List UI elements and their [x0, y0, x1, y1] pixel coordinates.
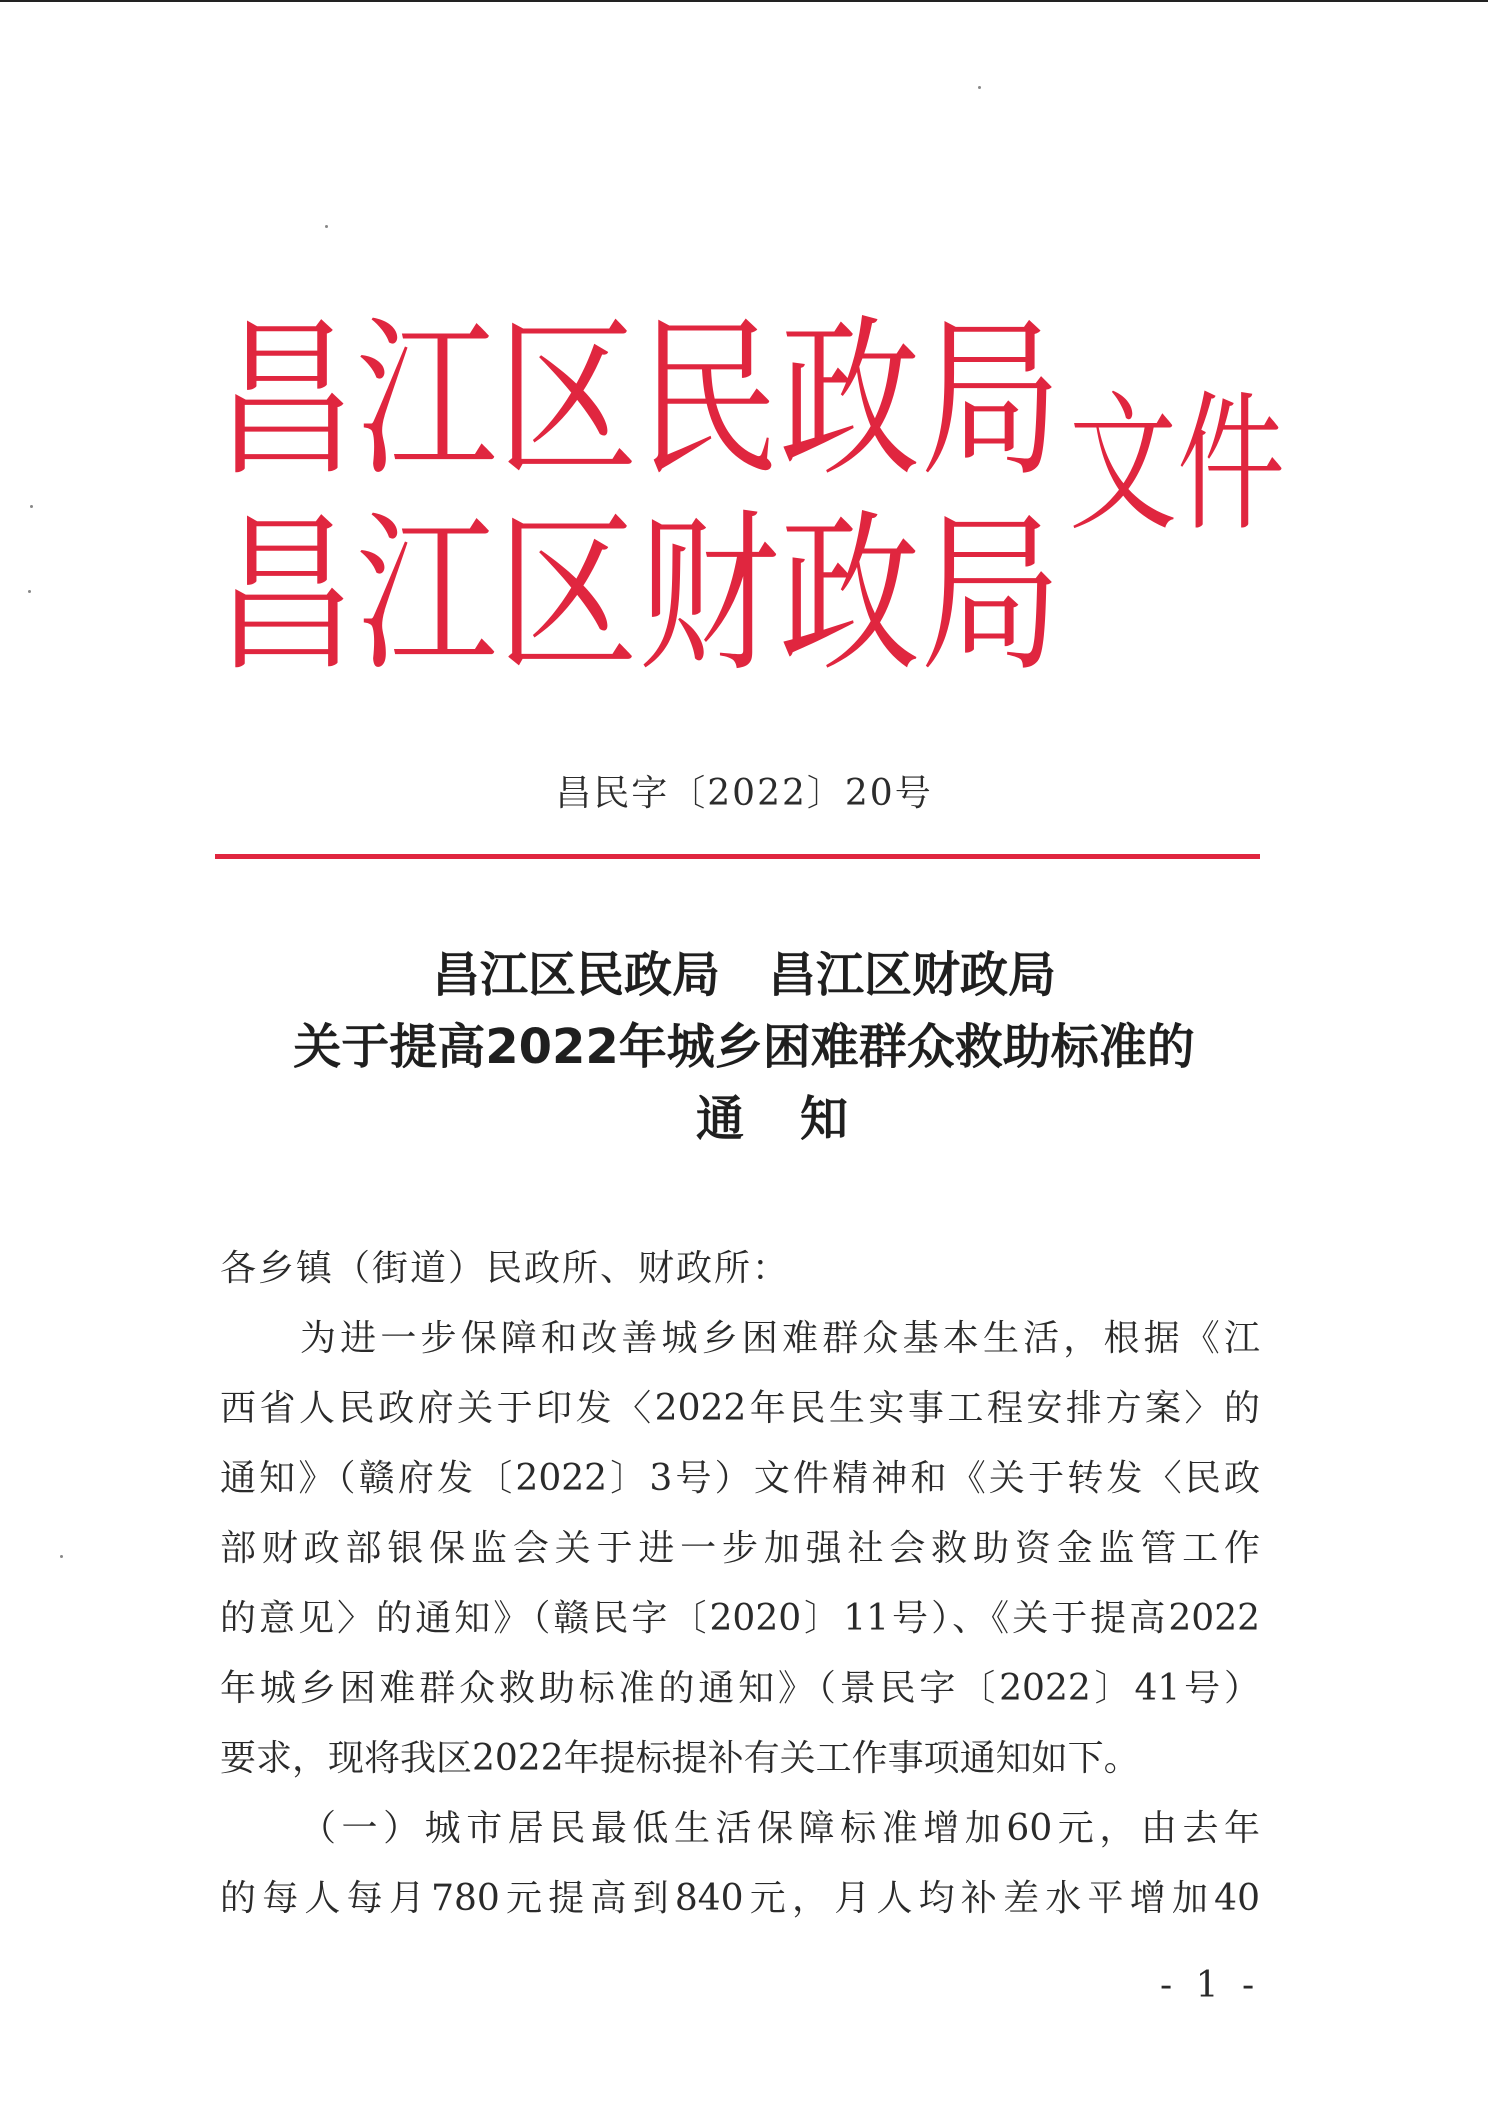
scan-speck: [60, 1555, 63, 1558]
page-number: - 1 -: [1160, 1965, 1261, 2006]
body-text-line: 为进一步保障和改善城乡困难群众基本生活，根据《江: [300, 1318, 1260, 1359]
body-text-line: 要求，现将我区2022年提标提补有关工作事项通知如下。: [220, 1738, 1140, 1779]
body-text-line: 的意见〉的通知》（赣民字〔2020〕11号）、《关于提高2022: [220, 1598, 1260, 1639]
document-number: 昌民字〔2022〕20号: [555, 773, 933, 814]
header-char: 昌: [215, 494, 357, 695]
header-char: 江: [356, 494, 498, 695]
header-suffix-document: 文件: [1068, 378, 1285, 552]
header-line-finance: [215, 494, 1062, 695]
header-char: 局: [920, 299, 1062, 500]
header-char: 政: [779, 494, 921, 695]
scan-speck: [978, 86, 981, 89]
body-text-line: 部财政部银保监会关于进一步加强社会救助资金监管工作: [220, 1528, 1260, 1569]
scan-top-edge: [0, 0, 1488, 2]
red-divider-rule: [215, 854, 1260, 859]
document-title-line-1: 昌江区民政局 昌江区财政局: [431, 947, 1056, 1003]
body-text-line: 通知》（赣府发〔2022〕3号）文件精神和《关于转发〈民政: [220, 1458, 1260, 1499]
header-line-civil-affairs: [215, 299, 1062, 500]
body-text-line: 的每人每月780元提高到840元，月人均补差水平增加40: [220, 1878, 1260, 1919]
header-char: 区: [497, 299, 639, 500]
body-text-line: 年城乡困难群众救助标准的通知》（景民字〔2022〕41号）: [220, 1668, 1260, 1709]
header-char: 江: [356, 299, 498, 500]
header-char: 民: [638, 299, 780, 500]
header-char: 政: [779, 299, 921, 500]
header-char: 财: [638, 494, 780, 695]
document-title-line-3: 通知: [695, 1091, 904, 1147]
scan-speck: [30, 505, 33, 508]
salutation: 各乡镇（街道）民政所、财政所：: [220, 1248, 791, 1289]
header-char: 区: [497, 494, 639, 695]
header-char: 局: [920, 494, 1062, 695]
scan-speck: [325, 225, 328, 228]
header-char: 昌: [215, 299, 357, 500]
issuing-authority-header: [215, 299, 1285, 695]
body-text-line: （一）城市居民最低生活保障标准增加60元，由去年: [300, 1808, 1260, 1849]
scan-speck: [28, 590, 31, 593]
document-title-line-2: 关于提高2022年城乡困难群众救助标准的: [293, 1019, 1195, 1075]
body-text-line: 西省人民政府关于印发〈2022年民生实事工程安排方案〉的: [220, 1388, 1260, 1429]
